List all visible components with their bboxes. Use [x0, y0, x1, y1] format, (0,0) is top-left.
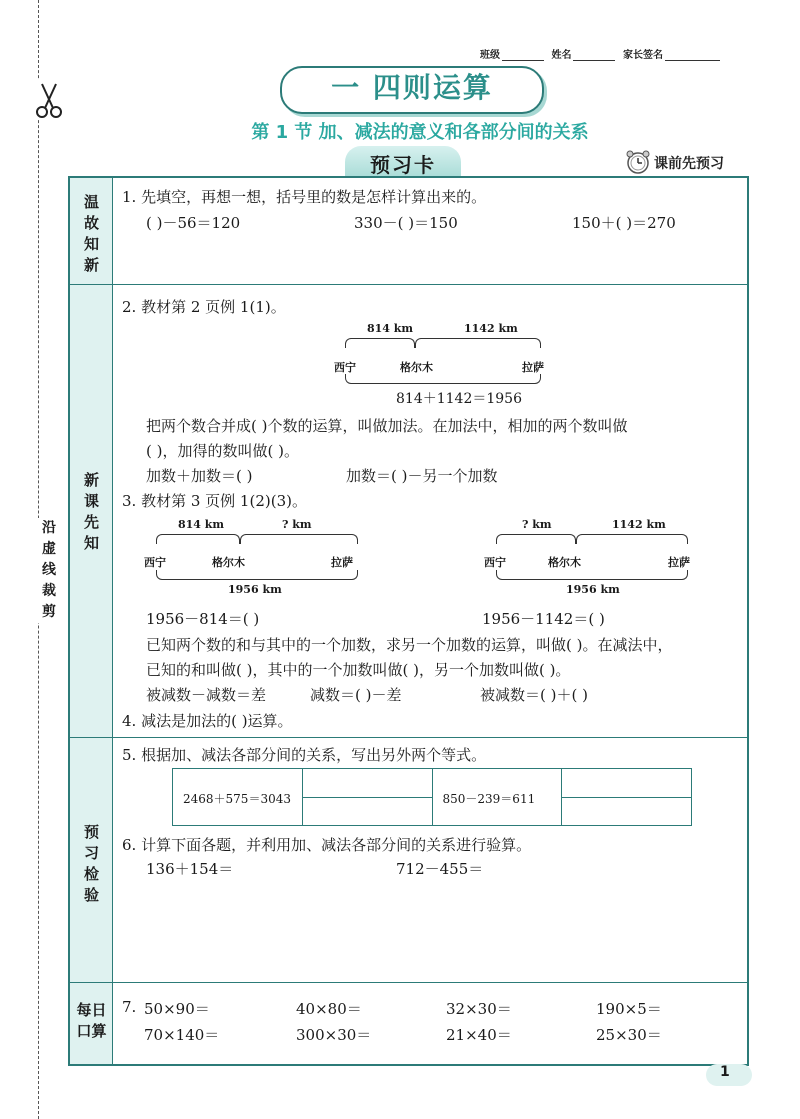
q3-formula: 减数＝( )－差 [310, 686, 402, 704]
name-field[interactable] [573, 50, 615, 61]
place-label: 拉萨 [522, 361, 544, 374]
q3-text: 已知的和叫做( )，其中的一个加数叫做( )，另一个加数叫做( )。 [146, 661, 571, 679]
total-distance-label: 1956 km [566, 583, 620, 596]
mental-math-item: 70×140＝ [144, 1026, 220, 1044]
section-label-new-lesson: 新 课 先 知 [83, 471, 99, 552]
q6-equation: 136＋154＝ [146, 860, 234, 878]
place-label: 拉萨 [331, 556, 353, 569]
preview-label: 课前先预习 [654, 156, 724, 172]
mental-math-item: 21×40＝ [446, 1026, 512, 1044]
place-label: 西宁 [334, 361, 356, 374]
q5-prompt: 5. 根据加、减法各部分间的关系，写出另外两个等式。 [122, 746, 487, 764]
section-title: 第 1 节 加、减法的意义和各部分间的关系 [251, 122, 589, 143]
place-label: 格尔木 [400, 361, 433, 374]
class-field[interactable] [502, 50, 544, 61]
q2-equation: 814＋1142＝1956 [396, 391, 522, 407]
mental-math-item: 40×80＝ [296, 1000, 362, 1018]
q2-prompt: 2. 教材第 2 页例 1(1)。 [122, 298, 286, 316]
q1-prompt: 1. 先填空，再想一想，括号里的数是怎样计算出来的。 [122, 188, 487, 206]
total-brace [496, 570, 688, 580]
table-cell [173, 769, 303, 825]
section-divider [70, 284, 747, 285]
q1-equation: ( )－56＝120 [146, 214, 241, 232]
distance-brace [240, 534, 358, 544]
q3-equation: 1956－814＝( ) [146, 610, 260, 628]
total-brace [156, 570, 358, 580]
distance-brace [345, 338, 415, 348]
card-title: 预习卡 [370, 153, 436, 177]
parent-signature-field[interactable] [665, 50, 720, 61]
mental-math-item: 190×5＝ [596, 1000, 662, 1018]
distance-brace [415, 338, 541, 348]
parent-signature-label: 家长签名 [622, 50, 663, 61]
q2-formula: 加数＋加数＝( ) [146, 467, 253, 485]
q6-equation: 712－455＝ [396, 860, 484, 878]
section-divider [70, 737, 747, 738]
scissors-icon [34, 80, 64, 120]
total-brace [345, 374, 541, 384]
q2-formula: 加数＝( )－另一个加数 [346, 467, 498, 485]
cut-instruction: 沿 虚 线 裁 剪 [38, 518, 60, 623]
mental-math-item: 300×30＝ [296, 1026, 372, 1044]
q2-text: ( )，加得的数叫做( )。 [146, 442, 299, 460]
q1-equation: 150＋( )＝270 [572, 214, 676, 232]
place-label: 西宁 [144, 556, 166, 569]
place-label: 格尔木 [548, 556, 581, 569]
q2-text: 把两个数合并成( )个数的运算，叫做加法。在加法中，相加的两个数叫做 [146, 417, 628, 435]
distance-brace [156, 534, 240, 544]
distance-brace [496, 534, 576, 544]
alarm-clock-icon [624, 148, 652, 176]
q6-prompt: 6. 计算下面各题，并利用加、减法各部分间的关系进行验算。 [122, 836, 532, 854]
table-cell[interactable] [562, 769, 691, 825]
place-label: 格尔木 [212, 556, 245, 569]
q7-number: 7. [122, 998, 137, 1016]
table-cell[interactable] [303, 769, 433, 825]
section-label-check: 预 习 检 验 [83, 823, 99, 904]
q3-prompt: 3. 教材第 3 页例 1(2)(3)。 [122, 492, 307, 510]
equation-table [172, 768, 692, 826]
section-label-mental-math: 每日 口算 [76, 1001, 107, 1040]
table-cell [433, 769, 563, 825]
section-label-review: 温 故 知 新 [83, 193, 99, 274]
mental-math-item: 25×30＝ [596, 1026, 662, 1044]
q3-equation: 1956－1142＝( ) [482, 610, 605, 628]
distance-label: 814 km [367, 322, 414, 335]
name-label: 姓名 [551, 50, 572, 61]
section-divider [70, 982, 747, 983]
class-label: 班级 [480, 50, 500, 61]
mental-math-item: 50×90＝ [144, 1000, 210, 1018]
page-number: 1 [720, 1064, 730, 1080]
mental-math-item: 32×30＝ [446, 1000, 512, 1018]
unit-title: 一 四则运算 [331, 71, 493, 104]
distance-label: ? km [282, 518, 312, 531]
q3-formula: 被减数－减数＝差 [146, 686, 267, 704]
distance-label: 814 km [178, 518, 225, 531]
given-equation: 850－239＝611 [442, 792, 536, 806]
q1-equation: 330－( )＝150 [354, 214, 458, 232]
given-equation: 2468＋575＝3043 [183, 792, 291, 806]
place-label: 西宁 [484, 556, 506, 569]
distance-brace [576, 534, 688, 544]
q3-formula: 被减数＝( )＋( ) [480, 686, 588, 704]
total-distance-label: 1956 km [228, 583, 282, 596]
distance-label: ? km [522, 518, 552, 531]
distance-label: 1142 km [464, 322, 518, 335]
q4-prompt: 4. 减法是加法的( )运算。 [122, 712, 293, 730]
student-info [480, 46, 780, 61]
place-label: 拉萨 [668, 556, 690, 569]
distance-label: 1142 km [612, 518, 666, 531]
q3-text: 已知两个数的和与其中的一个加数，求另一个加数的运算，叫做( )。在减法中， [146, 636, 673, 654]
